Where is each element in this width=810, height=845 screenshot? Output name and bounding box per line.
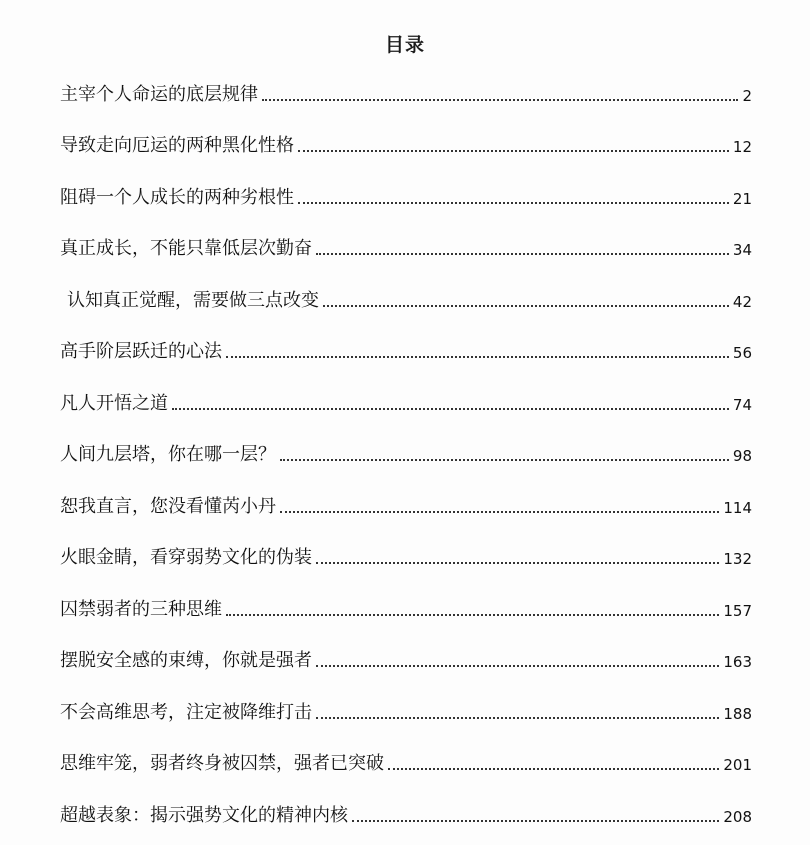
toc-entry [60,684,752,736]
toc-entry [60,375,752,427]
toc-entry [60,66,752,118]
leader-dots [298,202,729,204]
toc-entry [60,787,752,839]
toc-page-number: 74 [732,395,752,414]
leader-dots [316,253,729,255]
leader-dots [280,511,719,513]
toc-entry-title: 人间九层塔，你在哪一层？ [60,444,276,465]
page-title: 目录 [384,34,425,56]
toc-entry-title: 凡人开悟之道 [60,392,168,414]
toc-entry [60,530,752,582]
toc-entry [60,633,752,685]
toc-page-number: 208 [723,807,752,826]
toc-entry [60,169,752,221]
toc-entry-title: 不会高维思考，注定被降维打击 [60,701,312,723]
toc-page-number: 56 [732,344,752,362]
toc-page-number: 188 [723,704,752,723]
toc-page-number: 34 [732,241,752,259]
leader-dots [226,356,729,358]
leader-dots [316,562,719,564]
toc-entry-title: 火眼金睛，看穿弱势文化的伪装 [60,547,312,568]
toc-entry-title: 囚禁弱者的三种思维 [60,598,222,620]
toc-page-number: 201 [723,756,752,774]
toc-entry-title: 思维牢笼，弱者终身被囚禁，强者已突破 [60,753,384,774]
leader-dots [280,459,729,461]
toc-entry [60,118,752,170]
toc-entry [60,221,752,273]
toc-page-number: 21 [732,189,752,208]
toc-entry-title: 阻碍一个人成长的两种劣根性 [60,186,294,208]
leader-dots [298,150,729,152]
toc-entry [60,478,752,530]
leader-dots [316,665,719,667]
table-of-contents [60,66,752,839]
toc-page-number: 98 [732,447,752,465]
toc-page-number: 42 [732,292,752,311]
toc-entry-title: 恕我直言，您没看懂芮小丹 [60,495,276,517]
toc-page-number: 12 [732,138,752,156]
toc-page-number: 157 [723,601,752,620]
leader-dots [323,305,729,307]
leader-dots [226,614,719,616]
toc-entry-title: 超越表象：揭示强势文化的精神内核 [60,804,348,826]
toc-page-number: 132 [723,550,752,568]
leader-dots [262,99,738,101]
toc-entry-title: 导致走向厄运的两种黑化性格 [60,135,294,156]
toc-entry-title: 真正成长，不能只靠低层次勤奋 [60,238,312,259]
leader-dots [172,408,729,410]
toc-entry [60,427,752,479]
toc-entry [60,581,752,633]
toc-page-number: 2 [742,86,752,105]
toc-page-number: 163 [723,653,752,671]
toc-entry [60,324,752,376]
toc-entry-title: 高手阶层跃迁的心法 [60,341,222,362]
toc-entry-title: 摆脱安全感的束缚，你就是强者 [60,650,312,671]
toc-entry-title: 主宰个人命运的底层规律 [60,83,258,105]
toc-entry [60,736,752,788]
toc-entry-title: 认知真正觉醒，需要做三点改变 [67,289,319,311]
leader-dots [352,820,719,822]
toc-page-number: 114 [723,498,752,517]
toc-entry [60,272,752,324]
leader-dots [316,717,719,719]
leader-dots [388,768,719,770]
